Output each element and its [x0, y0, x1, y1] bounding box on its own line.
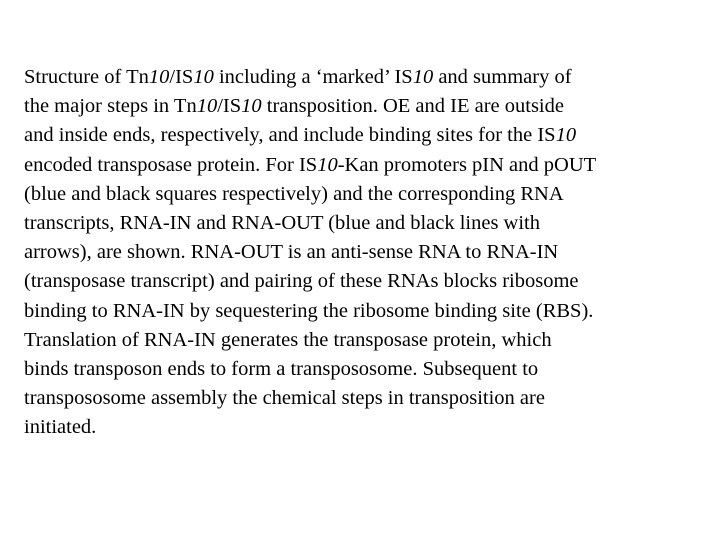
caption-text: initiated.: [24, 416, 97, 439]
caption-line: [24, 355, 704, 384]
caption-line: [24, 92, 704, 121]
caption-line: [24, 384, 704, 413]
caption-text: binding to RNA-IN by sequestering the ribosome binding site (RBS).: [24, 299, 594, 322]
caption-line: [24, 121, 704, 150]
caption-italic-text: 10: [412, 66, 434, 88]
caption-line: [24, 413, 704, 442]
caption-text: including a ‘marked’ IS: [213, 66, 413, 88]
caption-text: transposition. OE and IE are outside: [261, 95, 564, 118]
caption-line: [24, 63, 704, 92]
caption-italic-text: 10: [148, 66, 170, 88]
caption-line: [24, 209, 704, 238]
caption-text: the major steps in Tn: [24, 95, 197, 118]
caption-line: [24, 326, 704, 355]
caption-text: and summary of: [433, 66, 572, 88]
caption-line: [24, 238, 704, 267]
caption-text: encoded transposase protein. For IS: [24, 153, 318, 176]
caption-text: Translation of RNA-IN generates the transposase protein, which: [24, 328, 552, 351]
caption-text: binds transposon ends to form a transpososome. Subsequent to: [24, 358, 539, 381]
caption-italic-text: 10: [193, 66, 214, 88]
caption-italic-text: 10: [555, 124, 577, 147]
caption-text: /IS: [169, 66, 194, 88]
caption-text: /IS: [217, 95, 242, 118]
caption-line: [24, 297, 704, 326]
caption-text: (blue and black squares respectively) and the corresponding RNA: [24, 182, 564, 205]
caption-text: Structure of Tn: [24, 66, 149, 88]
caption-text: and inside ends, respectively, and include binding sites for the IS: [24, 124, 556, 147]
caption-text: (transposase transcript) and pairing of these RNAs blocks ribosome: [24, 270, 579, 293]
caption-italic-text: 10: [317, 153, 338, 176]
figure-caption: [24, 63, 704, 443]
caption-line: [24, 180, 704, 209]
caption-text: transcripts, RNA-IN and RNA-OUT (blue and black lines with: [24, 212, 541, 235]
caption-italic-text: 10: [241, 95, 262, 118]
caption-italic-text: 10: [196, 95, 218, 118]
caption-line: [24, 267, 704, 296]
caption-text: transpososome assembly the chemical steps in transposition are: [24, 387, 545, 410]
caption-line: [24, 151, 704, 180]
caption-text: -Kan promoters pIN and pOUT: [337, 153, 597, 176]
caption-text: arrows), are shown. RNA-OUT is an anti-sense RNA to RNA-IN: [24, 241, 559, 264]
